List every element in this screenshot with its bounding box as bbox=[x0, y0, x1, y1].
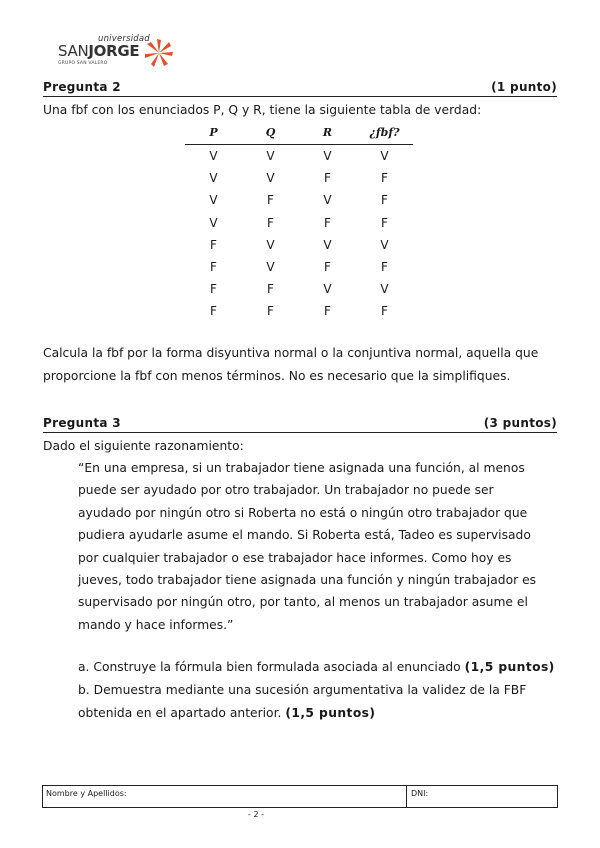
table-cell: V bbox=[380, 237, 389, 252]
field-divider bbox=[406, 786, 407, 807]
table-cell: F bbox=[210, 237, 217, 252]
truth-table bbox=[185, 121, 413, 323]
table-cell: F bbox=[267, 304, 274, 319]
table-row bbox=[185, 167, 413, 189]
table-cell: V bbox=[323, 149, 332, 164]
table-cell: F bbox=[210, 304, 217, 319]
item-a-text: a. Construye la fórmula bien formulada asociada al enunciado bbox=[78, 660, 461, 674]
table-row bbox=[185, 234, 413, 256]
table-cell: V bbox=[209, 215, 218, 230]
table-row bbox=[185, 278, 413, 300]
table-cell: F bbox=[324, 260, 331, 275]
table-cell: F bbox=[381, 260, 388, 275]
table-cell: V bbox=[266, 237, 275, 252]
logo-group-text: GRUPO SAN VALERO bbox=[58, 61, 108, 66]
question-2-instruction: Calcula la fbf por la forma disyuntiva normal o la conjuntiva normal, aquella que proporcione la fbf con menos términos. No es necesario que la simplifiques. bbox=[43, 346, 539, 383]
table-cell: V bbox=[380, 282, 389, 297]
dni-field-label: DNI: bbox=[411, 789, 429, 798]
table-row bbox=[185, 300, 413, 322]
logo-brand: SANJORGE bbox=[58, 42, 140, 60]
table-cell: F bbox=[381, 215, 388, 230]
logo-star-icon bbox=[144, 38, 174, 68]
table-cell: F bbox=[324, 304, 331, 319]
item-a-points: (1,5 puntos) bbox=[464, 660, 555, 674]
table-cell: F bbox=[381, 193, 388, 208]
table-cell: V bbox=[323, 193, 332, 208]
table-cell: F bbox=[267, 282, 274, 297]
table-cell: V bbox=[266, 260, 275, 275]
truth-table-header bbox=[185, 121, 413, 145]
logo-top-text: universidad bbox=[98, 34, 150, 44]
table-cell: F bbox=[381, 171, 388, 186]
table-row bbox=[185, 189, 413, 211]
question-2-title: Pregunta 2 bbox=[43, 80, 121, 94]
table-cell: F bbox=[324, 171, 331, 186]
question-3-item-a bbox=[78, 656, 558, 679]
table-cell: V bbox=[209, 149, 218, 164]
table-cell: V bbox=[266, 171, 275, 186]
table-cell: V bbox=[209, 171, 218, 186]
truth-table-header-cell: R bbox=[299, 121, 356, 145]
table-cell: F bbox=[267, 193, 274, 208]
question-3-intro: Dado el siguiente razonamiento: bbox=[43, 439, 244, 453]
table-cell: F bbox=[267, 215, 274, 230]
table-row bbox=[185, 256, 413, 278]
table-cell: V bbox=[323, 237, 332, 252]
university-logo bbox=[58, 34, 178, 70]
question-2-header bbox=[43, 80, 557, 97]
truth-table-header-cell: Q bbox=[242, 121, 299, 145]
table-row bbox=[185, 145, 413, 168]
truth-table-header-cell: ¿fbf? bbox=[356, 121, 413, 145]
question-3-quote: “En una empresa, si un trabajador tiene asignada una función, al menos puede ser ayudado por otro trabajador. Un trabajador no puede ser ayudado por ningún otro si Roberta no está o ningún otro trabajador que pudiera ayudarle asume el mando. Si Roberta está, Tadeo es supervisado por cualquier trabajador o ese trabajador hace informes. Como hoy es jueves, todo trabajador tiene asignada una función y ningún trabajador es supervisado por ningún otro, por tanto, al menos un trabajador asume el mando y hace informes.” bbox=[78, 461, 537, 632]
table-cell: V bbox=[380, 149, 389, 164]
question-3-item-b bbox=[78, 679, 558, 724]
table-cell: V bbox=[209, 193, 218, 208]
student-info-box bbox=[42, 785, 558, 808]
item-b-points: (1,5 puntos) bbox=[285, 705, 376, 720]
name-field-label: Nombre y Apellidos: bbox=[46, 789, 127, 798]
table-cell: V bbox=[266, 149, 275, 164]
table-cell: V bbox=[323, 282, 332, 297]
question-3-title: Pregunta 3 bbox=[43, 416, 121, 430]
question-3-points: (3 puntos) bbox=[483, 416, 557, 430]
question-2-points: (1 punto) bbox=[491, 80, 557, 94]
table-cell: F bbox=[324, 215, 331, 230]
table-cell: F bbox=[210, 260, 217, 275]
item-b-text: b. Demuestra mediante una sucesión argumentativa la validez de la FBF obtenida en el apartado anterior. bbox=[78, 683, 527, 720]
table-row bbox=[185, 212, 413, 234]
page-number: - 2 - bbox=[248, 810, 264, 819]
table-cell: F bbox=[381, 304, 388, 319]
question-3-header bbox=[43, 416, 557, 433]
truth-table-header-cell: P bbox=[185, 121, 242, 145]
question-2-intro: Una fbf con los enunciados P, Q y R, tiene la siguiente tabla de verdad: bbox=[43, 103, 482, 117]
table-cell: F bbox=[210, 282, 217, 297]
